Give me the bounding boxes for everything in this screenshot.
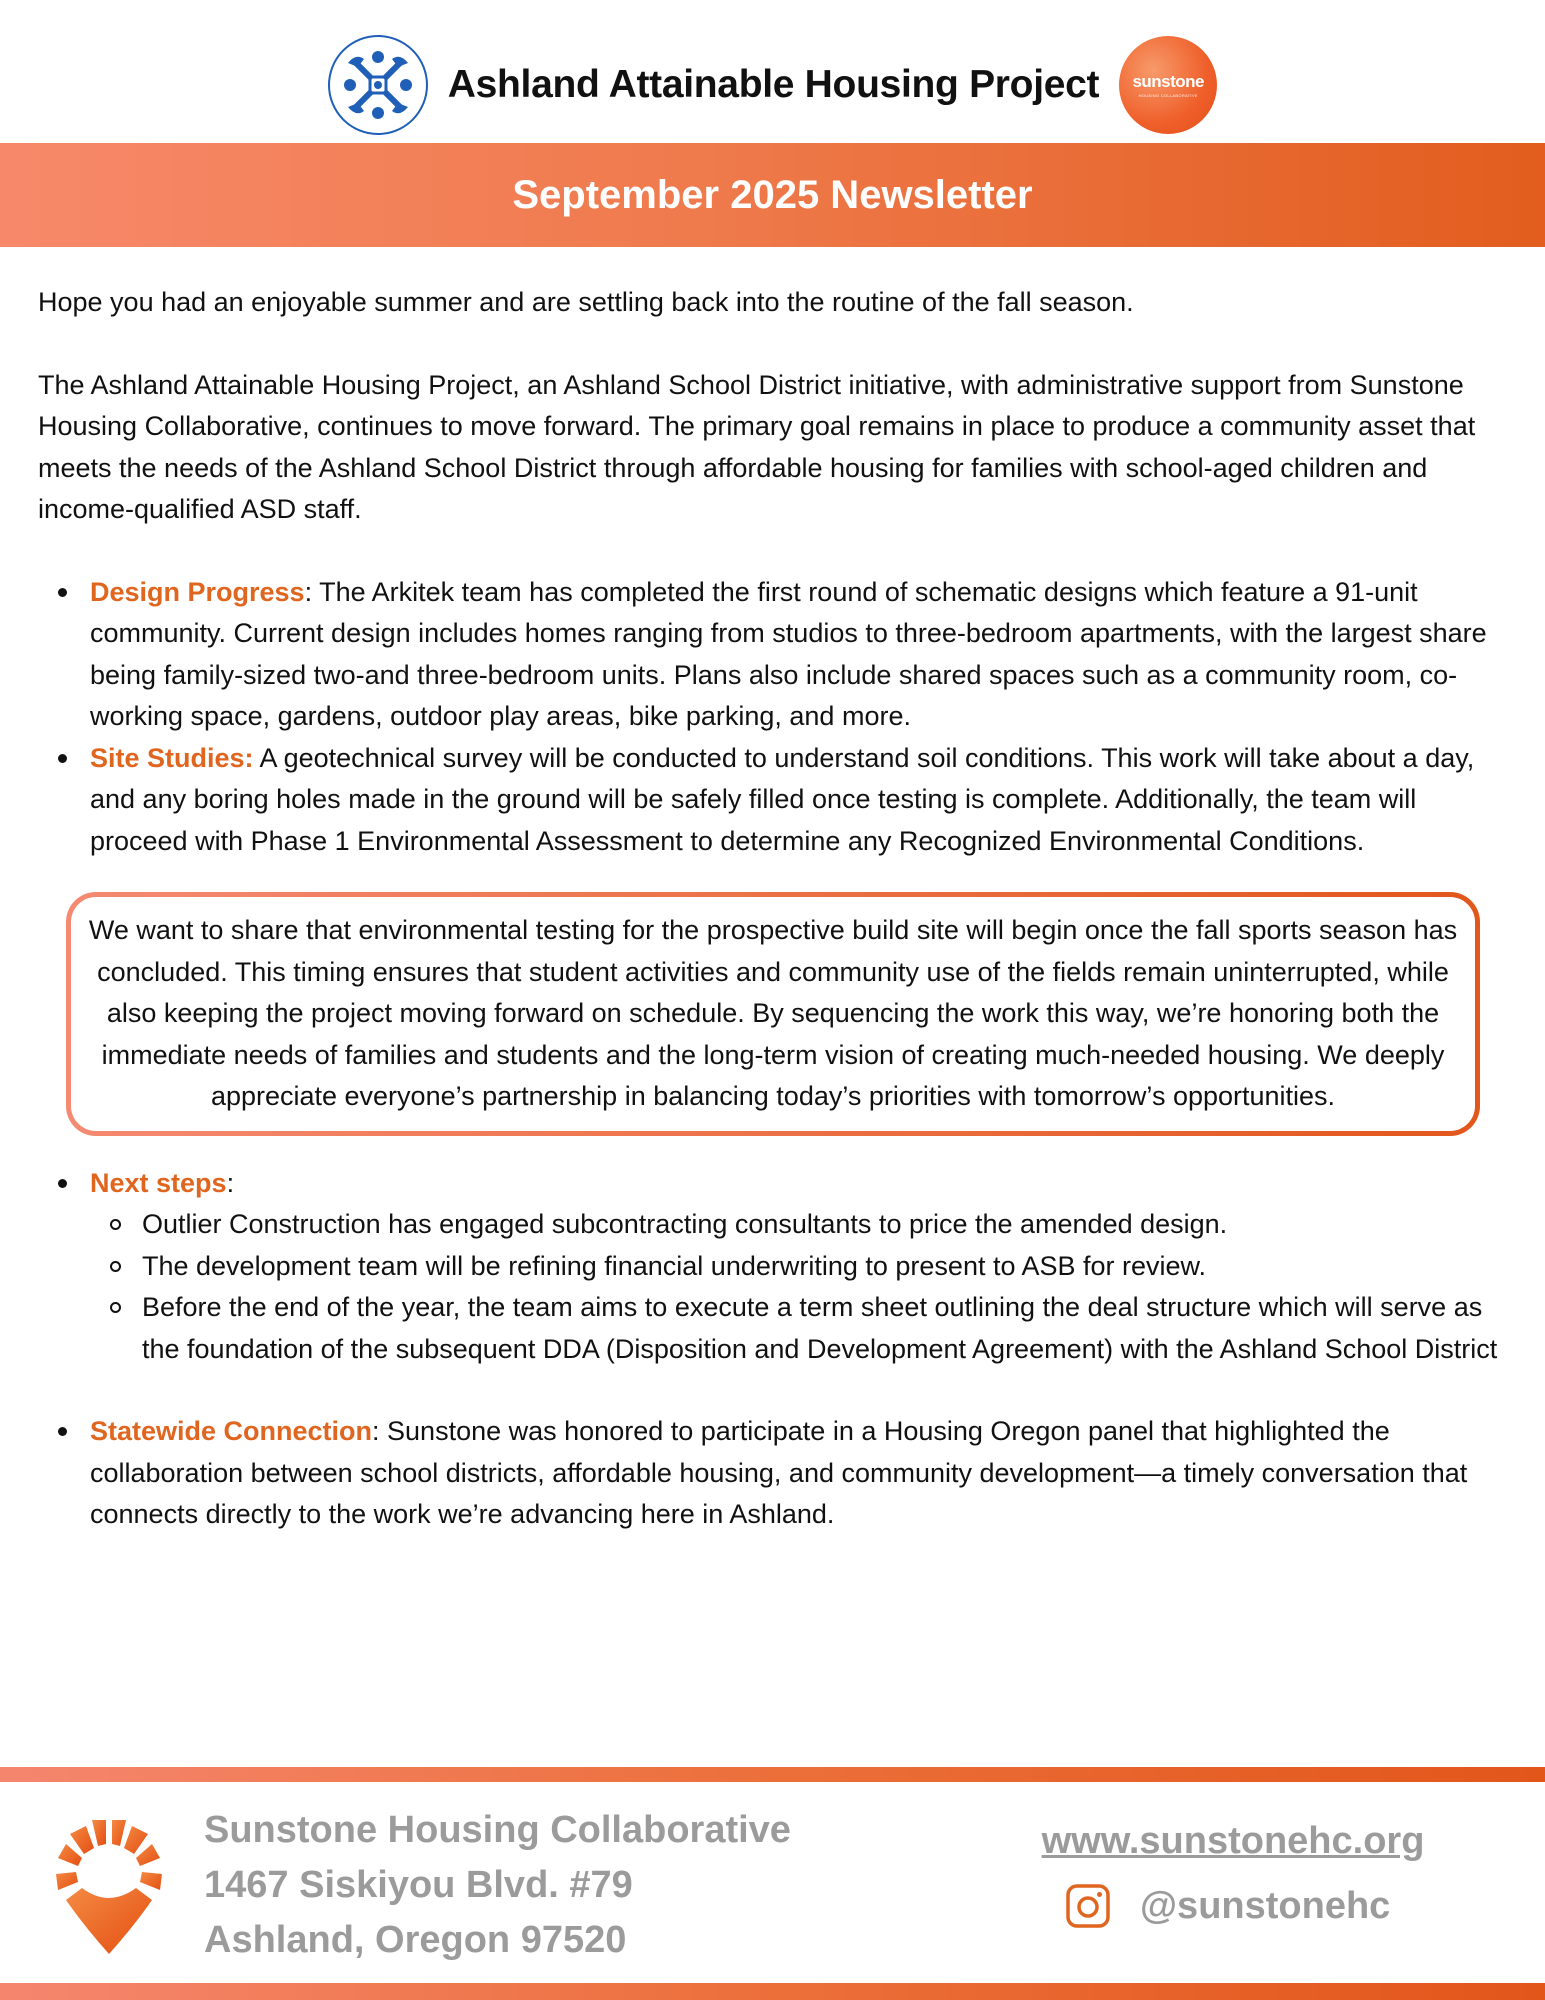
project-title: Ashland Attainable Housing Project — [447, 63, 1100, 106]
site-studies-text: A geotechnical survey will be conducted to understand soil conditions. This work will take about a day, and any boring holes made in the ground will be safely filled once testing is complete. Additionally, the team will proceed with Phase 1 Environmental Assessment to determine any Recognized Environmental Conditions. — [90, 742, 1475, 856]
list-item-design-progress — [38, 572, 1513, 738]
footer-divider-bottom — [0, 1983, 1545, 2000]
instagram-icon — [1066, 1884, 1110, 1928]
footer-address — [204, 1803, 791, 1968]
update-list — [38, 572, 1513, 863]
list-item-statewide-connection — [38, 1411, 1513, 1536]
next-steps-list — [38, 1163, 1513, 1371]
sunstone-logo — [1119, 36, 1217, 134]
next-steps-colon: : — [226, 1167, 235, 1198]
footer-city: Ashland, Oregon 97520 — [204, 1919, 627, 1961]
sunstone-location-pin-icon — [54, 1816, 164, 1956]
instagram-link[interactable] — [1066, 1884, 1390, 1928]
newsletter-body — [38, 282, 1513, 1536]
design-progress-text: : The Arkitek team has completed the first round of schematic designs which feature a 91-unit community. Current design includes homes ranging from studios to three-bedroom apartments, with the largest share being family-sized two-and three-bedroom units. Plans also include shared spaces such as a community room, co-working space, gardens, outdoor play areas, bike parking, and more. — [90, 576, 1487, 731]
website-link[interactable]: www.sunstonehc.org — [1041, 1820, 1425, 1862]
sunstone-logo-word: sunstone — [1132, 72, 1204, 91]
next-step-item: The development team will be refining financial underwriting to present to ASB for review. — [90, 1246, 1513, 1288]
footer-org-name: Sunstone Housing Collaborative — [204, 1809, 791, 1851]
design-progress-label: Design Progress — [90, 576, 305, 607]
instagram-handle[interactable]: @sunstonehc — [1140, 1884, 1391, 1927]
callout-box — [66, 892, 1480, 1136]
sunstone-logo-tagline: HOUSING COLLABORATIVE — [1138, 93, 1198, 98]
next-step-item: Before the end of the year, the team aims to execute a term sheet outlining the deal structure which will serve as the foundation of the subsequent DDA (Disposition and Development Agreement) with the Ashland School District — [90, 1287, 1513, 1370]
intro-paragraph-2: The Ashland Attainable Housing Project, an Ashland School District initiative, with administrative support from Sunstone Housing Collaborative, continues to move forward. The primary goal remains in place to produce a community asset that meets the needs of the Ashland School District through affordable housing for families with school-aged children and income-qualified ASD staff. — [38, 369, 1476, 524]
list-item-site-studies — [38, 738, 1513, 863]
next-steps-sublist — [90, 1204, 1513, 1370]
footer-street: 1467 Siskiyou Blvd. #79 — [204, 1864, 633, 1906]
intro-paragraph-1: Hope you had an enjoyable summer and are settling back into the routine of the fall season. — [38, 287, 1134, 317]
statewide-connection-text: : Sunstone was honored to participate in a Housing Oregon panel that highlighted the collaboration between school districts, affordable housing, and community development—a timely conversation that connects directly to the work we’re advancing here in Ashland. — [90, 1416, 1468, 1529]
banner-title: September 2025 Newsletter — [512, 172, 1033, 217]
next-steps-label: Next steps — [90, 1167, 227, 1198]
newsletter-header — [0, 30, 1545, 140]
list-item-next-steps — [38, 1163, 1513, 1371]
next-step-item: Outlier Construction has engaged subcontracting consultants to price the amended design. — [90, 1204, 1513, 1246]
callout-text: We want to share that environmental testing for the prospective build site will begin once the fall sports season has concluded. This timing ensures that student activities and community use of the fields remain uninterrupted, while also keeping the project moving forward on schedule. By sequencing the work this way, we’re honoring both the immediate needs of families and students and the long-term vision of creating much-needed housing. We deeply appreciate everyone’s partnership in balancing today’s priorities with tomorrow’s opportunities. — [88, 915, 1458, 1111]
people-circle-logo-icon — [328, 35, 428, 135]
newsletter-banner — [0, 143, 1545, 247]
site-studies-label: Site Studies: — [90, 742, 254, 773]
footer-divider-top — [0, 1767, 1545, 1782]
statewide-list — [38, 1411, 1513, 1536]
statewide-connection-label: Statewide Connection — [90, 1416, 373, 1446]
